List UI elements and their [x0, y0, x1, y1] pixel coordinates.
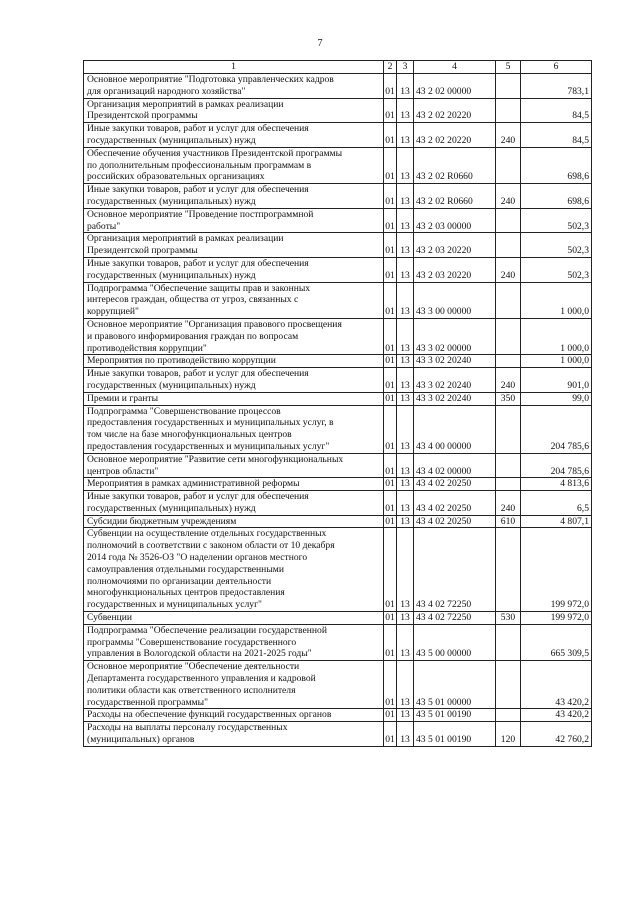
header-col-4: 4	[414, 61, 496, 74]
row-subsection-code: 13	[397, 257, 414, 282]
table-row	[84, 624, 592, 660]
row-expense-type	[496, 661, 521, 709]
row-subsection-code: 13	[397, 208, 414, 233]
row-target-article: 43 3 02 20240	[414, 355, 496, 368]
row-expense-type	[496, 318, 521, 354]
row-target-article: 43 5 01 00190	[414, 722, 496, 747]
row-amount: 502,3	[521, 233, 592, 258]
row-subsection-code: 13	[397, 355, 414, 368]
row-section-code: 01	[384, 405, 397, 453]
row-expense-type	[496, 624, 521, 660]
row-expense-type: 240	[496, 123, 521, 148]
row-description: Обеспечение обучения участников Президентской программы по дополнительным профессиональным программам в российских образовательных организациях	[84, 147, 384, 183]
row-expense-type: 530	[496, 612, 521, 625]
row-target-article: 43 4 02 00000	[414, 453, 496, 478]
row-description: Иные закупки товаров, работ и услуг для обеспечения государственных (муниципальных) нужд	[84, 491, 384, 516]
row-target-article: 43 2 03 20220	[414, 257, 496, 282]
row-subsection-code: 13	[397, 98, 414, 123]
row-description: Основное мероприятие "Обеспечение деятельности Департамента государственного управления и кадровой политики области как ответственного исполнителя государственной программы"	[84, 661, 384, 709]
row-amount: 1 000,0	[521, 355, 592, 368]
row-subsection-code: 13	[397, 74, 414, 99]
row-subsection-code: 13	[397, 233, 414, 258]
row-description: Иные закупки товаров, работ и услуг для обеспечения государственных (муниципальных) нужд	[84, 257, 384, 282]
row-amount: 6,5	[521, 491, 592, 516]
row-expense-type	[496, 528, 521, 612]
row-section-code: 01	[385, 612, 395, 624]
row-section-code: 01	[384, 528, 397, 612]
page-number: 7	[317, 38, 323, 49]
row-subsection-code: 13	[397, 123, 414, 148]
table-body	[84, 74, 592, 747]
row-target-article: 43 4 02 20250	[414, 478, 496, 491]
row-section-code: 01	[384, 282, 397, 318]
row-amount: 502,3	[521, 208, 592, 233]
row-section-code: 01	[384, 147, 397, 183]
table-row	[84, 453, 592, 478]
row-target-article: 43 3 02 00000	[414, 318, 496, 354]
row-section-code: 01	[384, 208, 397, 233]
row-section-code: 01	[384, 318, 397, 354]
row-expense-type	[496, 405, 521, 453]
row-target-article: 43 4 02 20250	[414, 515, 496, 528]
row-description: Основное мероприятие "Подготовка управленческих кадров для организаций народного хозяйства"	[84, 74, 384, 99]
row-target-article: 43 2 02 20220	[414, 98, 496, 123]
row-section-code: 01	[384, 184, 397, 209]
row-expense-type	[496, 147, 521, 183]
row-amount: 42 760,2	[521, 722, 592, 747]
row-expense-type	[496, 233, 521, 258]
row-expense-type	[496, 282, 521, 318]
row-expense-type	[496, 74, 521, 99]
row-target-article: 43 3 02 20240	[414, 368, 496, 393]
row-description: Подпрограмма "Совершенствование процессов предоставления государственных и муниципальных услуг, в том числе на базе многофункциональных центров предоставления государственных и муниципальных услуг"	[84, 405, 384, 453]
row-description: Субсидии бюджетным учреждениям	[84, 515, 384, 528]
row-expense-type	[496, 453, 521, 478]
row-expense-type	[496, 478, 521, 491]
row-amount: 43 420,2	[521, 661, 592, 709]
row-target-article: 43 5 00 00000	[414, 624, 496, 660]
row-subsection-code: 13	[397, 661, 414, 709]
row-amount: 783,1	[521, 74, 592, 99]
header-col-3: 3	[397, 61, 414, 74]
table-row	[84, 98, 592, 123]
table-row	[84, 208, 592, 233]
header-col-5: 5	[496, 61, 521, 74]
row-target-article: 43 2 02 R0660	[414, 184, 496, 209]
row-target-article: 43 4 02 72250	[414, 528, 496, 612]
table-row	[84, 478, 592, 491]
row-subsection-code: 13	[397, 491, 414, 516]
row-description: Иные закупки товаров, работ и услуг для обеспечения государственных (муниципальных) нужд	[84, 123, 384, 148]
row-subsection-code: 13	[397, 528, 414, 612]
table-row	[84, 184, 592, 209]
row-description: Подпрограмма "Обеспечение защиты прав и законных интересов граждан, общества от угроз, связанных с коррупцией"	[84, 282, 384, 318]
table-row	[84, 282, 592, 318]
row-section-code: 01	[385, 709, 395, 721]
row-amount: 84,5	[521, 123, 592, 148]
row-amount: 199 972,0	[521, 612, 592, 625]
table-row	[84, 491, 592, 516]
row-section-code: 01	[384, 368, 397, 393]
row-target-article: 43 3 00 00000	[414, 282, 496, 318]
header-col-2: 2	[384, 61, 397, 74]
row-subsection-code: 13	[397, 282, 414, 318]
row-target-article: 43 4 02 72250	[414, 612, 496, 625]
row-section-code: 01	[384, 722, 397, 747]
table-row	[84, 233, 592, 258]
row-target-article: 43 5 01 00000	[414, 661, 496, 709]
row-description: Подпрограмма "Обеспечение реализации государственной программы "Совершенствование государственного управления в Вологодской области на 2021-2025 годы"	[84, 624, 384, 660]
row-subsection-code: 13	[397, 478, 414, 491]
row-subsection-code: 13	[397, 709, 414, 722]
row-amount: 84,5	[521, 98, 592, 123]
row-amount: 4 813,6	[521, 478, 592, 491]
row-description: Мероприятия в рамках административной реформы	[84, 478, 384, 491]
header-col-1: 1	[84, 61, 384, 74]
row-target-article: 43 2 03 00000	[414, 208, 496, 233]
row-description: Организация мероприятий в рамках реализации Президентской программы	[84, 233, 384, 258]
row-description: Основное мероприятие "Развитие сети многофункциональных центров области"	[84, 453, 384, 478]
row-expense-type	[496, 355, 521, 368]
row-subsection-code: 13	[397, 624, 414, 660]
row-section-code: 01	[385, 478, 395, 490]
row-description: Мероприятия по противодействию коррупции	[84, 355, 384, 368]
row-target-article: 43 4 00 00000	[414, 405, 496, 453]
row-section-code: 01	[384, 257, 397, 282]
row-amount: 901,0	[521, 368, 592, 393]
row-description: Субвенции на осуществление отдельных государственных полномочий в соответствии с законом области от 10 декабря 2014 года № 3526-ОЗ "О наделении органов местного самоуправления отдельными государственными полномочиями по организации деятельности многофункциональных центров предоставления государственных и муниципальных услуг"	[84, 528, 384, 612]
row-amount: 698,6	[521, 147, 592, 183]
row-target-article: 43 2 03 20220	[414, 233, 496, 258]
row-section-code: 01	[384, 233, 397, 258]
row-amount: 1 000,0	[521, 318, 592, 354]
row-expense-type	[496, 98, 521, 123]
row-amount: 1 000,0	[521, 282, 592, 318]
table-row	[84, 318, 592, 354]
row-section-code: 01	[385, 515, 395, 527]
table-row	[84, 709, 592, 722]
row-amount: 204 785,6	[521, 453, 592, 478]
row-subsection-code: 13	[397, 453, 414, 478]
row-section-code: 01	[384, 491, 397, 516]
row-expense-type: 120	[496, 722, 521, 747]
row-amount: 502,3	[521, 257, 592, 282]
row-description: Расходы на выплаты персоналу государственных (муниципальных) органов	[84, 722, 384, 747]
row-target-article: 43 3 02 20240	[414, 392, 496, 405]
row-amount: 698,6	[521, 184, 592, 209]
row-section-code: 01	[384, 98, 397, 123]
row-section-code: 01	[384, 123, 397, 148]
table-row	[84, 257, 592, 282]
row-expense-type: 610	[496, 515, 521, 528]
table-row	[84, 528, 592, 612]
row-expense-type: 240	[496, 368, 521, 393]
row-subsection-code: 13	[397, 405, 414, 453]
table-row	[84, 722, 592, 747]
row-description: Премии и гранты	[84, 392, 384, 405]
row-target-article: 43 2 02 20220	[414, 123, 496, 148]
table-row	[84, 147, 592, 183]
row-amount: 43 420,2	[521, 709, 592, 722]
table-row	[84, 123, 592, 148]
table-row	[84, 355, 592, 368]
row-description: Субвенции	[84, 612, 384, 625]
row-section-code: 01	[385, 355, 395, 367]
row-expense-type: 240	[496, 257, 521, 282]
row-expense-type: 350	[496, 392, 521, 405]
row-subsection-code: 13	[397, 392, 414, 405]
budget-table	[83, 60, 592, 747]
row-section-code: 01	[384, 661, 397, 709]
row-subsection-code: 13	[397, 368, 414, 393]
row-subsection-code: 13	[397, 612, 414, 625]
table-row	[84, 74, 592, 99]
row-amount: 665 309,5	[521, 624, 592, 660]
row-description: Иные закупки товаров, работ и услуг для обеспечения государственных (муниципальных) нужд	[84, 184, 384, 209]
row-target-article: 43 2 02 R0660	[414, 147, 496, 183]
row-amount: 204 785,6	[521, 405, 592, 453]
table-header-row	[84, 61, 592, 74]
row-target-article: 43 4 02 20250	[414, 491, 496, 516]
row-subsection-code: 13	[397, 147, 414, 183]
row-description: Организация мероприятий в рамках реализации Президентской программы	[84, 98, 384, 123]
row-section-code: 01	[384, 624, 397, 660]
row-expense-type: 240	[496, 184, 521, 209]
table-row	[84, 405, 592, 453]
row-subsection-code: 13	[397, 722, 414, 747]
row-description: Основное мероприятие "Проведение постпрограммной работы"	[84, 208, 384, 233]
row-expense-type	[496, 709, 521, 722]
row-amount: 199 972,0	[521, 528, 592, 612]
table-row	[84, 515, 592, 528]
row-description: Расходы на обеспечение функций государственных органов	[84, 709, 384, 722]
row-section-code: 01	[385, 392, 395, 404]
row-section-code: 01	[384, 74, 397, 99]
row-expense-type	[496, 208, 521, 233]
row-amount: 99,0	[521, 392, 592, 405]
row-target-article: 43 2 02 00000	[414, 74, 496, 99]
table-row	[84, 368, 592, 393]
header-col-6: 6	[521, 61, 592, 74]
table-row	[84, 392, 592, 405]
row-expense-type: 240	[496, 491, 521, 516]
row-description: Основное мероприятие "Организация правового просвещения и правового информирования граждан по вопросам противодействия коррупции"	[84, 318, 384, 354]
table-row	[84, 612, 592, 625]
row-subsection-code: 13	[397, 318, 414, 354]
row-section-code: 01	[384, 453, 397, 478]
row-subsection-code: 13	[397, 515, 414, 528]
row-amount: 4 807,1	[521, 515, 592, 528]
row-target-article: 43 5 01 00190	[414, 709, 496, 722]
row-subsection-code: 13	[397, 184, 414, 209]
table-row	[84, 661, 592, 709]
row-description: Иные закупки товаров, работ и услуг для обеспечения государственных (муниципальных) нужд	[84, 368, 384, 393]
